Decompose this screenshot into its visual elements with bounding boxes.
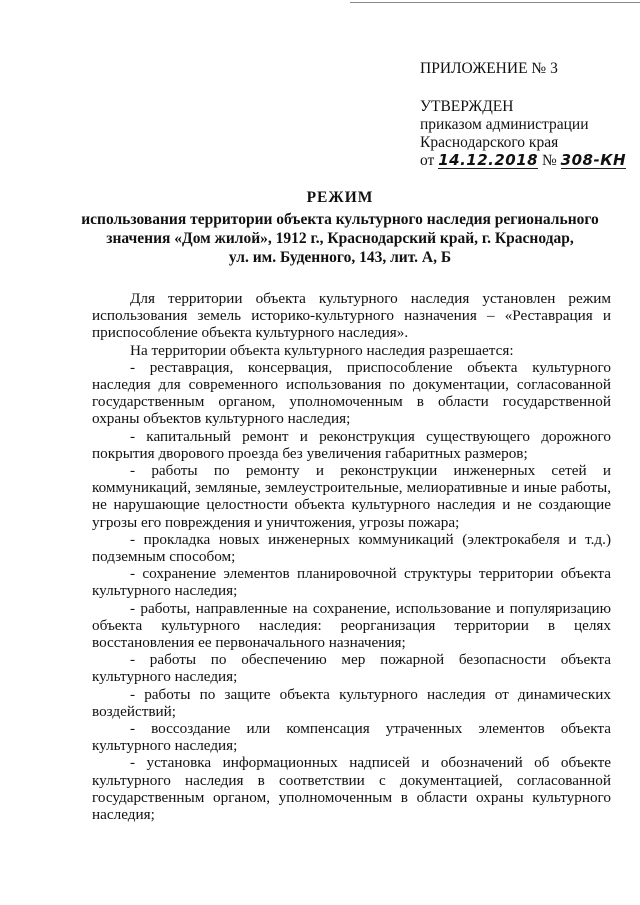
title-line-1: использования территории объекта культурного наследия регионального: [81, 211, 599, 228]
number-prefix: №: [541, 152, 557, 169]
list-item: - капитальный ремонт и реконструкция существующего дорожного покрытия дворового проезда без увеличения габаритных размеров;: [92, 427, 611, 462]
title-line-3: ул. им. Буденного, 143, лит. А, Б: [228, 249, 452, 266]
order-line-2: Краснодарского края: [420, 134, 559, 151]
list-item: - реставрация, консервация, приспособление объекта культурного наследия для современного использования по документации, согласованной государственным органом, уполномоченным в области государственной охраны объектов культурного наследия;: [92, 358, 611, 428]
title-line-2: значения «Дом жилой», 1912 г., Краснодарский край, г. Краснодар,: [106, 230, 574, 247]
date-prefix: от: [420, 152, 435, 169]
list-item: - работы, направленные на сохранение, использование и популяризацию объекта культурного наследия: реорганизация территории в целях восстановления ее первоначального назначения;: [92, 599, 611, 652]
approval-block: [420, 60, 626, 170]
list-item: - установка информационных надписей и обозначений об объекте культурного наследия в соответствии с документацией, согласованной государственным органом, уполномоченным в области охраны культурного наследия;: [92, 754, 611, 824]
list-item: - работы по ремонту и реконструкции инженерных сетей и коммуникаций, земляные, землеустроительные, мелиоративные и иные работы, не нарушающие целостности объекта культурного наследия и не создающие угрозы его повреждения и уничтожения, угрозы пожара;: [92, 462, 611, 531]
handwritten-date: 14.12.2018: [438, 151, 539, 169]
list-item: - прокладка новых инженерных коммуникаций (электрокабеля и т.д.) подземным способом;: [92, 530, 611, 566]
handwritten-number: 308-КН: [560, 151, 627, 169]
allowed-heading: На территории объекта культурного наследия разрешается:: [130, 341, 514, 359]
scan-edge-line: [350, 2, 640, 3]
list-item: - воссоздание или компенсация утраченных элементов объекта культурного наследия;: [92, 720, 611, 755]
list-item: - работы по защите объекта культурного наследия от динамических воздействий;: [92, 685, 611, 720]
appendix-label: ПРИЛОЖЕНИЕ № 3: [420, 60, 558, 77]
list-item: - работы по обеспечению мер пожарной безопасности объекта культурного наследия;: [92, 651, 611, 686]
document-title: [60, 188, 620, 267]
list-item: - сохранение элементов планировочной структуры территории объекта культурного наследия;: [92, 565, 611, 600]
approved-label: УТВЕРЖДЕН: [420, 98, 514, 115]
title-main: РЕЖИМ: [306, 189, 374, 206]
intro-paragraph: Для территории объекта культурного наследия установлен режим использования земель историко-культурного назначения – «Реставрация и приспособление объекта культурного наследия».: [92, 290, 611, 342]
order-line-1: приказом администрации: [420, 116, 589, 133]
date-number-line: [420, 152, 626, 170]
document-body: [92, 290, 611, 823]
